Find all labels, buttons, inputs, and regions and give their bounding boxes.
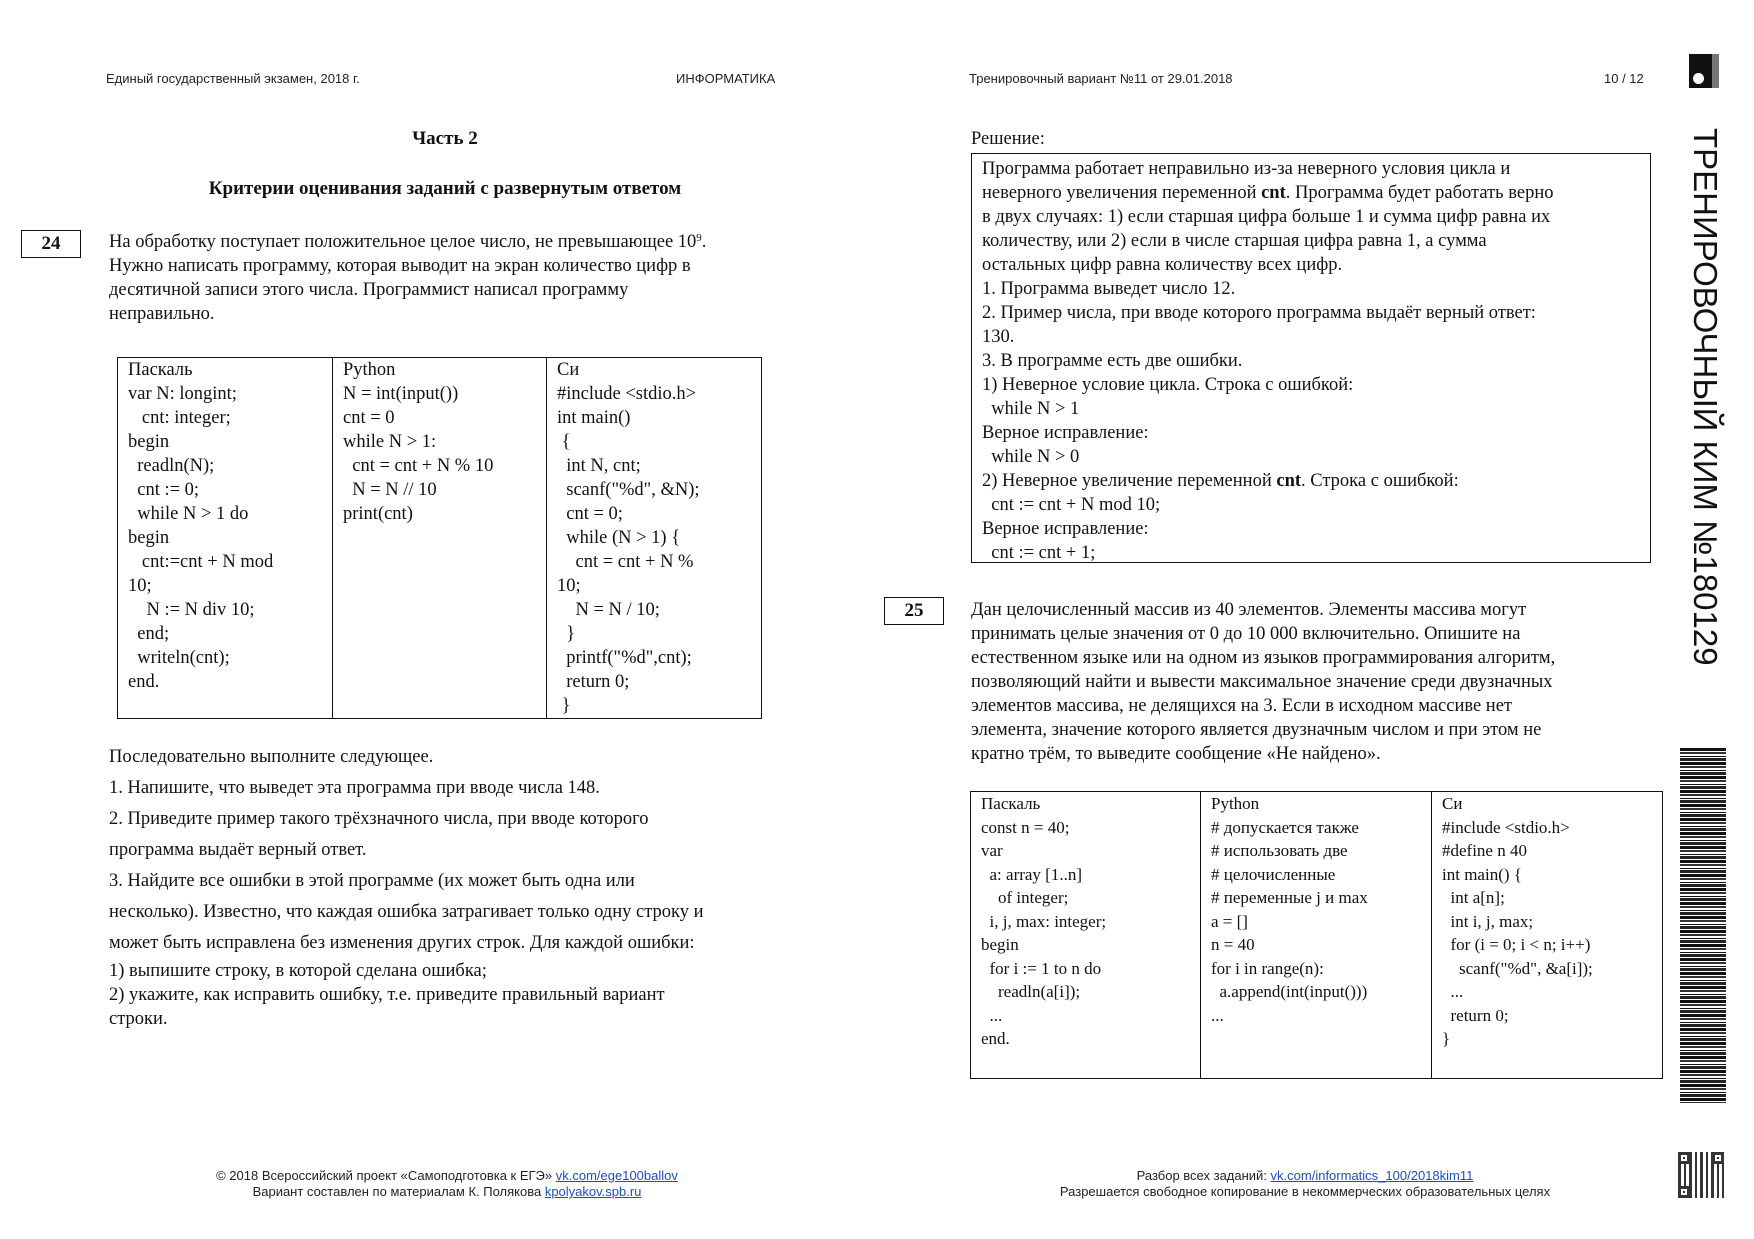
code-line: begin [128,432,170,452]
solution-line [982,469,1640,493]
criteria-title: Критерии оценивания заданий с развернутым ответом [208,178,682,199]
vk-ege100ballov-link[interactable]: vk.com/ege100ballov [555,1168,678,1183]
solution-line: 3. В программе есть две ошибки. [982,351,1243,371]
part-title: Часть 2 [412,128,478,149]
solution-line: 2. Пример числа, при вводе которого программа выдаёт верный ответ: [982,303,1536,323]
solution-line: в двух случаях: 1) если старшая цифра больше 1 и сумма цифр равна их [982,207,1551,227]
statement-line: десятичной записи этого числа. Программист написал программу [109,280,629,300]
column-header: Паскаль [981,794,1041,813]
code-line: N := N div 10; [128,600,255,620]
solution-line: cnt := cnt + N mod 10; [982,495,1161,515]
footer-text: © 2018 Всероссийский проект «Самоподготовка к ЕГЭ» [216,1168,556,1183]
task-25-number: 25 [884,597,944,625]
code-line: #include <stdio.h> [557,384,697,404]
code-line: int N, cnt; [557,456,641,476]
code-line: a = [] [1211,911,1248,931]
code-line: of integer; [981,888,1069,907]
statement-line: кратно трём, то выведите сообщение «Не найдено». [971,744,1381,764]
code-line: return 0; [557,672,630,692]
c-column [547,358,762,719]
statement-line: принимать целые значения от 0 до 10 000 включительно. Опишите на [971,624,1521,644]
statement-line [109,230,706,254]
solution-line [982,181,1640,205]
column-header: Паскаль [128,360,193,380]
code-line: const n = 40; [981,817,1070,837]
footer-line [187,1168,707,1184]
solution-line: Верное исправление: [982,519,1149,539]
code-line: cnt = cnt + N % [557,552,694,572]
code-line: end. [981,1029,1010,1048]
code-line: begin [981,935,1019,954]
column-header: Си [1442,794,1463,813]
code-line: a: array [1..n] [981,864,1083,884]
instruction-line: 3. Найдите все ошибки в этой программе (их может быть одна или [109,871,635,891]
footer-left [187,1168,707,1200]
task-24-instructions [109,742,704,1031]
code-line: ... [981,1005,1003,1025]
pascal-column [971,792,1201,1079]
solution-line: cnt := cnt + 1; [982,543,1096,563]
footer-line [187,1184,707,1200]
code-line: N = N / 10; [557,600,660,620]
code-line: while N > 1 do [128,504,249,524]
header-subject: ИНФОРМАТИКА [676,71,776,86]
code-line: readln(a[i]); [981,982,1081,1001]
code-line: var [981,841,1003,860]
code-line: end; [128,624,170,644]
code-line: cnt = 0; [557,504,623,524]
code-line: cnt:=cnt + N mod [128,552,274,572]
header-page-number: 10 / 12 [1604,71,1644,86]
instruction-line: несколько). Известно, что каждая ошибка затрагивает только одну строку и [109,902,704,922]
c-column [1432,792,1663,1079]
code-line: # допускается также [1211,817,1359,837]
statement-line: Нужно написать программу, которая выводит на экран количество цифр в [109,256,691,276]
corner-mark-icon [1689,54,1719,88]
solution-line: 1. Программа выведет число 12. [982,279,1236,299]
code-line: scanf("%d", &N); [557,480,700,500]
code-line: #define n 40 [1442,841,1527,860]
vertical-title [1686,128,1726,708]
statement-line: неправильно. [109,304,215,324]
code-line: scanf("%d", &a[i]); [1442,958,1593,978]
kpolyakov-link[interactable]: kpolyakov.spb.ru [544,1184,642,1199]
code-line: printf("%d",cnt); [557,648,692,668]
instruction-line: 2. Приведите пример такого трёхзначного числа, при вводе которого [109,809,649,829]
statement-line: естественном языке или на одном из языков программирования алгоритм, [971,648,1556,668]
qr-finder [1678,1186,1690,1198]
code-line: cnt: integer; [128,408,231,428]
code-line: } [557,624,576,644]
code-line: ... [1211,1005,1224,1025]
superscript-exponent: 9 [696,232,702,244]
instruction-line: Последовательно выполните следующее. [109,747,434,767]
code-line: } [1442,1029,1451,1048]
code-line: begin [128,528,170,548]
statement-text: На обработку поступает положительное целое число, не превышающее 10 [109,232,697,252]
task-24-statement [109,230,706,326]
code-line: for i in range(n): [1211,958,1324,978]
task-24-number: 24 [21,230,81,258]
python-column [333,358,547,719]
code-line: readln(N); [128,456,215,476]
task-24-code-table [117,357,762,719]
solution-line: количеству, или 2) если в числе старшая цифра равна 1, а сумма [982,231,1487,251]
statement-line: элементов массива, не делящихся на 3. Если в исходном массиве нет [971,696,1513,716]
code-line: N = int(input()) [343,384,459,404]
code-line: { [557,432,571,452]
header-variant: Тренировочный вариант №11 от 29.01.2018 [969,71,1233,86]
code-line: i, j, max: integer; [981,911,1107,931]
solution-line: 1) Неверное условие цикла. Строка с ошибкой: [982,375,1354,395]
statement-line: позволяющий найти и вывести максимальное значение среди двузначных [971,672,1553,692]
qr-code-icon [1678,1152,1724,1198]
code-line: N = N // 10 [343,480,437,500]
solution-label: Решение: [971,129,1045,149]
task-25-statement [971,598,1555,766]
code-line: cnt = 0 [343,408,395,428]
instruction-line: 1) выпишите строку, в которой сделана ошибка; [109,961,487,981]
solution-text: 2) Неверное увеличение переменной [982,471,1277,491]
vk-informatics-link[interactable]: vk.com/informatics_100/2018kim11 [1270,1168,1474,1183]
code-line: while (N > 1) { [557,528,681,548]
qr-finder [1678,1152,1690,1164]
code-line: ... [1442,982,1464,1001]
code-line: cnt := 0; [128,480,200,500]
code-line: a.append(int(input())) [1211,982,1368,1001]
code-line: 10; [557,576,581,596]
solution-line: while N > 1 [982,399,1080,419]
solution-line: while N > 0 [982,447,1080,467]
code-line: 10; [128,576,152,596]
code-line: # целочисленные [1211,864,1336,884]
variable-name: cnt [1261,183,1286,203]
code-line: int a[n]; [1442,888,1505,907]
solution-line: остальных цифр равна количеству всех цифр. [982,255,1343,275]
footer-line [1010,1168,1600,1184]
instruction-line: 2) укажите, как исправить ошибку, т.е. приведите правильный вариант [109,985,665,1005]
code-line: # использовать две [1211,841,1348,860]
python-column [1201,792,1432,1079]
instruction-line: строки. [109,1009,168,1029]
code-line: print(cnt) [343,504,413,524]
header-exam: Единый государственный экзамен, 2018 г. [106,71,360,86]
code-line: int main() { [1442,864,1522,884]
code-line: int main() [557,408,631,428]
instruction-line: 1. Напишите, что выведет эта программа при вводе числа 148. [109,778,600,798]
instruction-line: программа выдаёт верный ответ. [109,840,367,860]
code-line: for i := 1 to n do [981,958,1102,978]
code-line: return 0; [1442,1005,1509,1025]
code-line: int i, j, max; [1442,911,1534,931]
code-line: writeln(cnt); [128,648,230,668]
statement-line: Дан целочисленный массив из 40 элементов. Элементы массива могут [971,600,1527,620]
column-header: Python [343,360,396,380]
code-line: for (i = 0; i < n; i++) [1442,935,1591,954]
footer-text: Вариант составлен по материалам К. Полякова [252,1184,545,1199]
code-line: end. [128,672,160,692]
variable-name: cnt [1276,471,1302,491]
instruction-line: может быть исправлена без изменения других строк. Для каждой ошибки: [109,933,695,953]
statement-text: . [701,232,707,252]
solution-box [971,153,1651,563]
solution-text: . Строка с ошибкой: [1301,471,1459,491]
task-25-code-table [970,791,1663,1079]
column-header: Си [557,360,580,380]
solution-line: Программа работает неправильно из-за неверного условия цикла и [982,159,1511,179]
solution-text: . Программа будет работать верно [1285,183,1554,203]
code-line: #include <stdio.h> [1442,817,1570,837]
footer-right [1010,1168,1600,1200]
qr-finder [1712,1152,1724,1164]
vertical-title-text: ТРЕНИРОВОЧНЫЙ КИМ №180129 [1687,128,1724,666]
code-line: while N > 1: [343,432,437,452]
footer-text: Разбор всех заданий: [1136,1168,1271,1183]
code-line: cnt = cnt + N % 10 [343,456,494,476]
solution-text: неверного увеличения переменной [982,183,1262,203]
solution-line: Верное исправление: [982,423,1149,443]
footer-line: Разрешается свободное копирование в некоммерческих образовательных целях [1059,1184,1551,1199]
code-line: var N: longint; [128,384,237,404]
pascal-column [118,358,333,719]
barcode-icon [1680,748,1726,1103]
code-line: # переменные j и max [1211,888,1368,907]
statement-line: элемента, значение которого является двузначным числом и при этом не [971,720,1542,740]
column-header: Python [1211,794,1260,813]
code-line: } [557,696,571,716]
code-line: n = 40 [1211,935,1255,954]
solution-line: 130. [982,327,1015,347]
